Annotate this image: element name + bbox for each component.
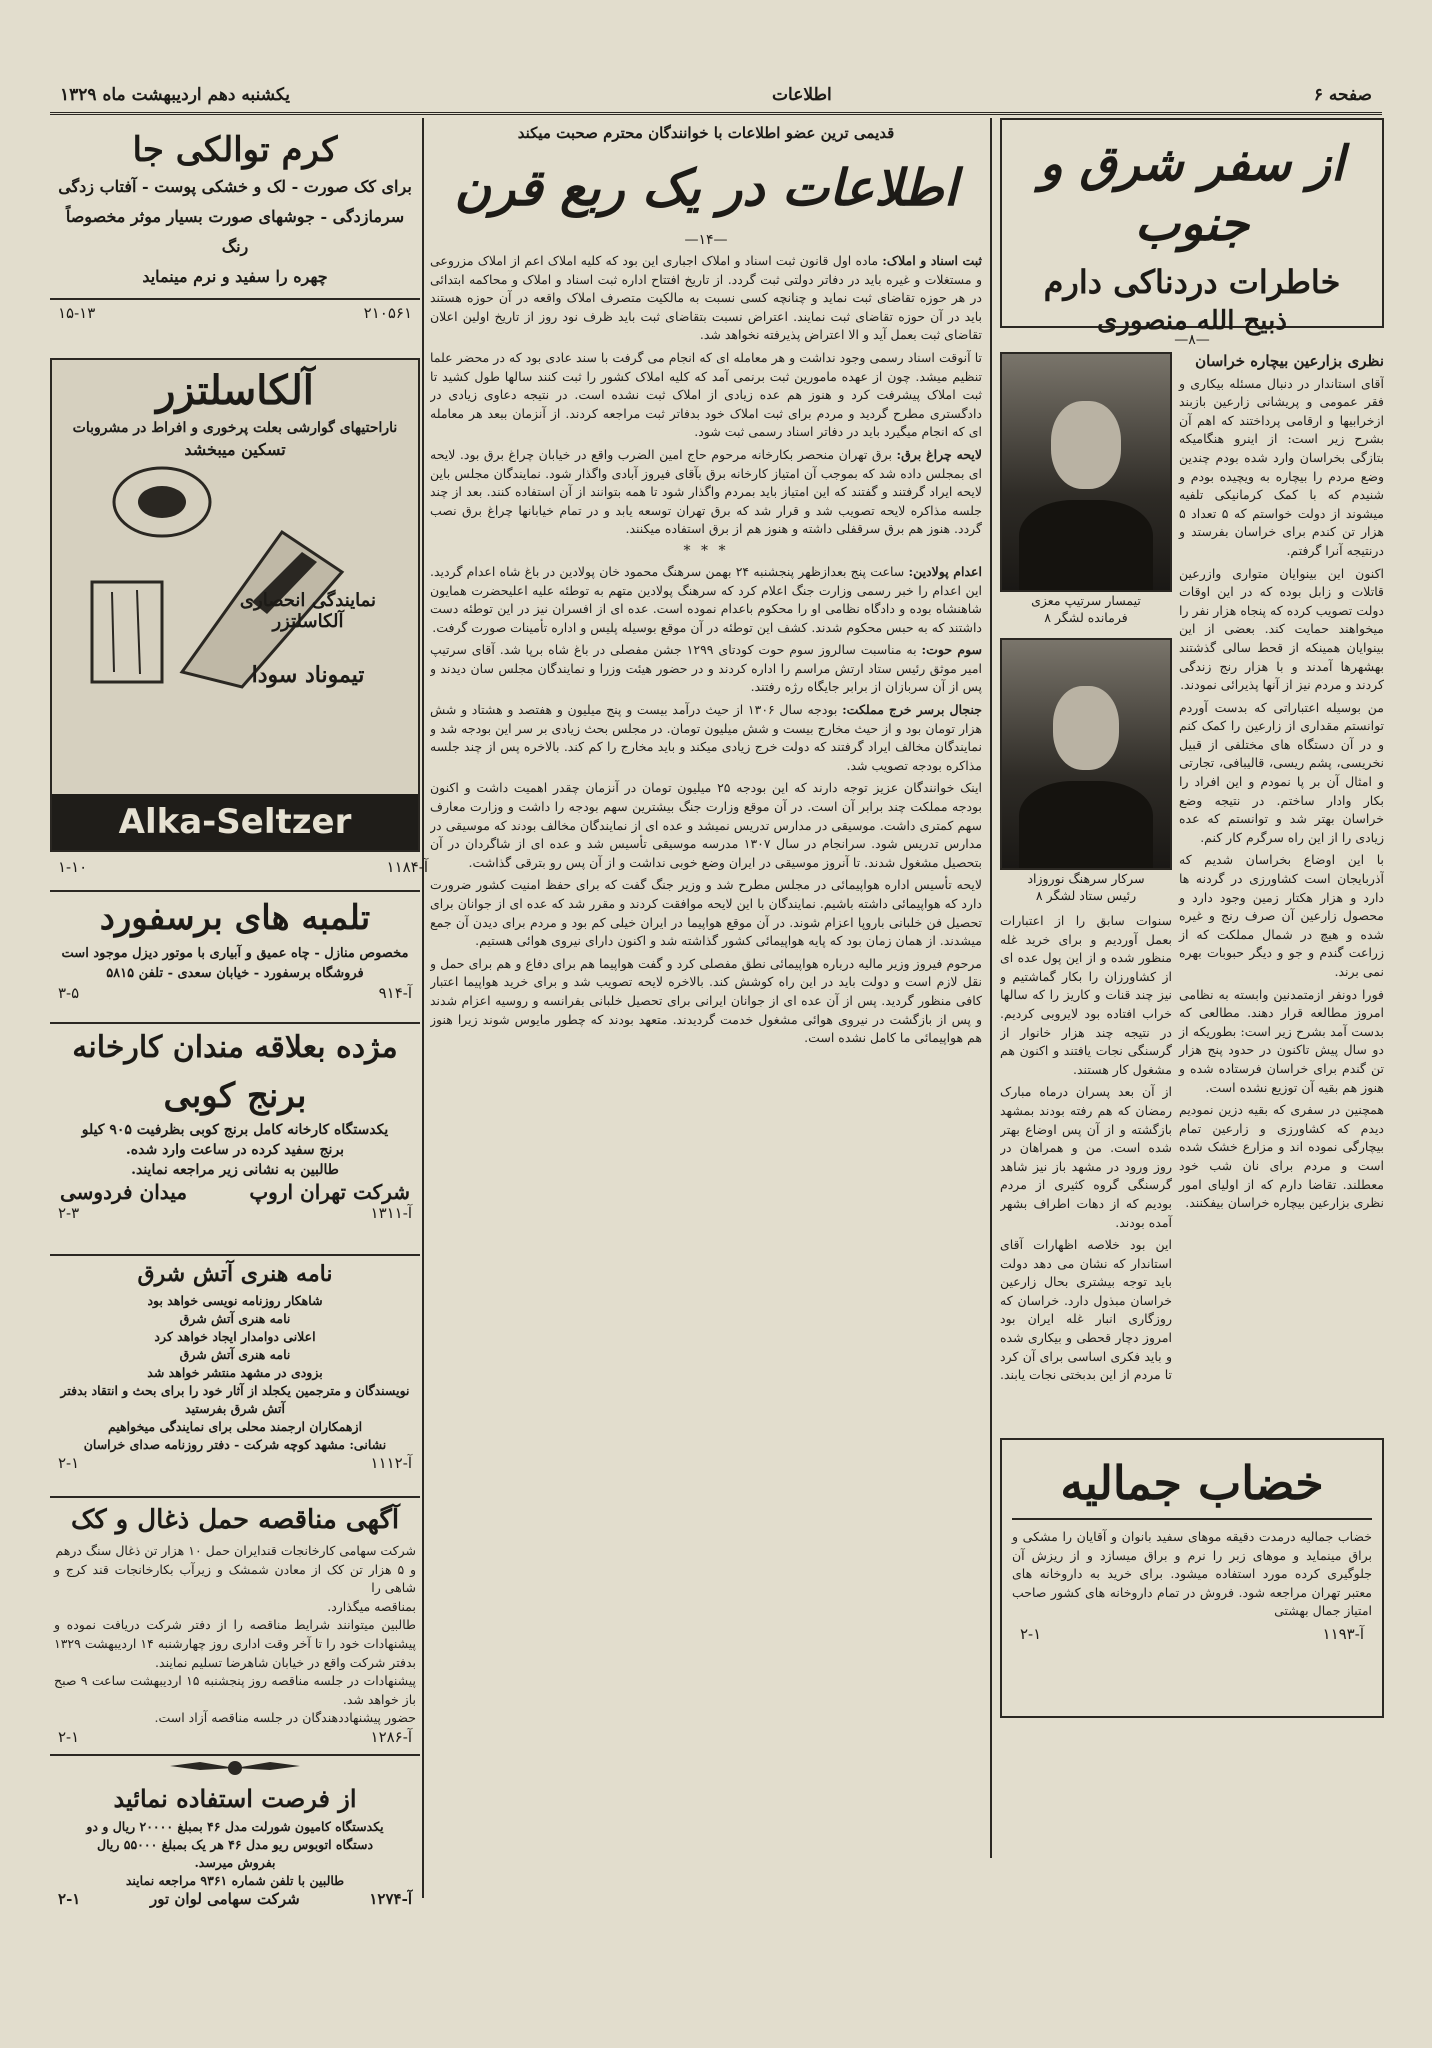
ad-line: طالبین به نشانی زیر مراجعه نمایند.	[131, 1162, 339, 1178]
face-shape	[1051, 401, 1121, 489]
paragraph: سنوات سابق را از اعتبارات بعمل آوردیم و برای خرید غله منظور شده و از این پول عده ای از کشاورزان را بکار گماشتیم و نیز چند قنات و کاریز را که سالها خراب افتاده بود لایروبی کردیم. در نتیجه چند هزار خانوار از گرسنگی نجات یافتند و اکنون هم مشغول کار هستند.	[1000, 913, 1172, 1077]
photo-caption: تیمسار سرتیپ معزی	[1031, 593, 1141, 608]
issue-date: یکشنبه دهم اردیبهشت ماه ۱۳۲۹	[60, 85, 290, 105]
ad-line: نامه هنری آتش شرق	[179, 1311, 291, 1326]
article-heading: نظری بزارعین بیچاره خراسان	[1195, 352, 1384, 370]
ad-line: بفروش میرسد.	[194, 1855, 276, 1870]
ad-code: آ-۱۲۸۶ ۲-۱	[58, 1727, 412, 1746]
ad-line: مخصوص منازل - چاه عمیق و آبیاری با موتور دیزل موجود است	[61, 946, 409, 961]
brand-banner: Alka-Seltzer	[52, 794, 418, 850]
ad-line: دستگاه اتوبوس ریو مدل ۴۶ هر یک بمبلغ ۵۵۰۰۰ ریال	[96, 1837, 374, 1852]
column-subtitle: خاطرات دردناکی دارم	[1043, 263, 1341, 301]
ad-title: خضاب جمالیه	[1012, 1448, 1372, 1520]
alka-seltzer-ad	[50, 358, 420, 852]
tender-ad	[50, 1496, 420, 1748]
coat-shape	[1019, 500, 1153, 590]
coat-shape	[1019, 781, 1153, 868]
subheading: ثبت اسناد و املاک:	[882, 253, 982, 268]
paragraph: من بوسیله اعتباراتی که بدست آوردم توانستم مقداری از زارعین را کمک کنم و در آن دستگاه های مختلفی از قبیل نخریسی، پشم ریسی، قالیبافی، تجارتی و امثال آن بر پا نمودم و این افراد را بکار وادار ساختم. در نتیجه وضع خراسان بهتر شد و توانستم که عده زیادی را از این راه سرگرم کار کنم.	[1179, 699, 1384, 845]
column-title: از سفر شرق و جنوب	[1039, 136, 1345, 252]
ad-line: ناراحتیهای گوارشی بعلت پرخوری و افراط در مشروبات	[72, 420, 398, 436]
cream-ad	[50, 128, 420, 342]
ad-line: طالبین با تلفن شماره ۹۳۶۱ مراجعه نمایند	[125, 1873, 345, 1888]
ad-footer	[50, 1890, 420, 1908]
ad-title: کرم توالکی جا	[132, 130, 338, 170]
paragraph: تا آنوقت اسناد رسمی وجود نداشت و هر معامله ای که انجام می گرفت با سند عادی بود که در محضر علما تنظیم میشد. چون از عهده مامورین ثبت برنمی آمد که کلیه املاک کشور را ثبت کنند سالها طول کشید تا ثبت املاک پیشرفت کرد و هنوز هم عده زیادی از املاک ثبت نشده است. در نتیجه دعاوی زیادی در دادگستری مطرح گردید و مردم برای ثبت املاک خود بدفاتر ثبت مراجعه کردند. از آنزمان ببعد هر معامله ای که انجام میگیرد باید در دفاتر اسناد رسمی ثبت شود.	[430, 349, 982, 440]
section-number: —۸—	[1174, 332, 1210, 348]
ad-line: برای کک صورت - لک و خشکی پوست - آفتاب زدگی	[58, 177, 412, 196]
ad-title: تلمبه های برسفورد	[99, 898, 371, 938]
article-title: اطلاعات در یک ربع قرن	[454, 158, 958, 217]
ad-title: مژده بعلاقه مندان کارخانه	[72, 1030, 398, 1065]
paragraph: مرحوم فیروز وزیر مالیه درباره هواپیمائی نطق مفصلی کرد و گفت هواپیما هم برای دفاع و هم برای حمل و نقل لازم است و دولت باید در این راه کوشش کند. بالاخره لایحه تصویب شد و برای خرید هواپیما اعتبار کافی منظور گردید. پس از آن عده ای از جوانان ایرانی برای تحصیل خلبانی بفرانسه و روسیه اعزام شدند و پس از بازگشت در نیروی هوائی مشغول خدمت گردیدند. متعهد بودند که چطور مایوس شوند زیرا هنوز هم هواپیمائی ما کامل نشده است.	[430, 955, 982, 1046]
ad-line: ازهمکاران ارجمند محلی برای نمایندگی میخواهیم	[107, 1419, 363, 1434]
paragraph: لایحه تأسیس اداره هواپیمائی در مجلس مطرح شد و وزیر جنگ گفت که برای حفظ امنیت کشور ضرورت دارد که هواپیمائی داشته باشیم. نمایندگان با این لایحه موافقت کردند و مقرر شد که عده ای از جوانان برای تحصیل فن خلبانی باروپا اعزام شوند. در آن موقع هواپیما در ایران خیلی کم بود و مردم برای دیدن آن جمع میشدند. از همان زمان بود که پایه هواپیمائی کشور گذاشته شد و اکنون دارای نیروی هوائی هستیم.	[430, 877, 982, 949]
column-title-box	[1000, 118, 1384, 336]
ad-line: تسکین میبخشد	[184, 440, 286, 459]
page-number: صفحه ۶	[1313, 85, 1372, 105]
ad-line: یکدستگاه کارخانه کامل برنج کوبی بظرفیت ۹۰۵ کیلو	[81, 1122, 389, 1138]
paragraph: اینک خوانندگان عزیز توجه دارند که این بودجه ۲۵ میلیون تومان در آنزمان چقدر اهمیت داشت و اکنون بودجه مملکت چند برابر آن است. در آن موقع وزارت جنگ بیشترین سهم بودجه را داشت و وزارت معارف سهم کمتری داشت. موسیقی در مدارس تدریس نمیشد و عده ای از نمایندگان مخالف بودند که موسیقی در مدارس تدریس شود. سرانجام در سال ۱۳۰۷ مدرسه موسیقی تأسیس شد و عده ای از شاگردان در آن بتحصیل مشغول شدند. تا آنروز موسیقی در ایران وضع خوبی نداشت و از آن پس رو بترقی گذاشت.	[430, 780, 982, 870]
paragraph: ساعت پنج بعدازظهر پنجشنبه ۲۴ بهمن سرهنگ محمود خان پولادین در باغ شاه اعدام گردید. این اعدام را خبر رسمی وزارت جنگ اعلام کرد که سرهنگ پولادین متهم به توطئه علیه اعلیحضرت همایون شاهنشاه بوده و دادگاه نظامی او را محکوم باعدام نموده است. عده ای از افسران نیز در این توطئه دست داشتند که به حبس محکوم شدند. کشف این توطئه در آن موقع بوسیله پلیس و اداره تأمینات صورت گرفت.	[430, 563, 982, 635]
ad-line: یکدستگاه کامیون شورلت مدل ۴۶ بمبلغ ۲۰۰۰۰ ریال و دو	[86, 1819, 384, 1834]
paragraph: به مناسبت سالروز سوم حوت کودتای ۱۲۹۹ جشن مفصلی در باغ شاه برپا شد. آقای سرتیپ امیر موثق رئیس ستاد ارتش مراسم را اداره کردند و در حضور هیئت وزرا و نمایندگان مجلس سان دیدند و پس از آن سربازان از برابر جایگاه رژه رفتند.	[430, 642, 982, 695]
subheading: لایحه چراغ برق:	[896, 446, 982, 462]
ad-line: اعلانی دوامدار ایجاد خواهد کرد	[154, 1329, 316, 1344]
ad-line: پیشنهادات در جلسه مناقصه روز پنجشنبه ۱۵ اردیبهشت ساعت ۹ صبح باز خواهد شد.	[54, 1673, 416, 1707]
ad-title: نامه هنری آتش شرق	[137, 1261, 333, 1287]
ad-title: از فرصت استفاده نمائید	[113, 1784, 357, 1813]
photo-caption: سرکار سرهنگ نوروزاد	[1027, 871, 1145, 886]
atash-shargh-ad	[50, 1254, 420, 1490]
ad-code: ۲۱۰۵۶۱ ۱۵-۱۳	[50, 298, 420, 322]
paragraph: از آن بعد پسران درماه مبارک رمضان که هم رفته بودند بمشهد بازگشته و از آن پس اوضاع بهتر شده است. من و همراهان در روز ورود در مشهد باز نیز شاهد گرسنگی گروه کثیری از مردم بودیم که از دهات اطراف بشهر آمده بودند.	[1000, 1084, 1172, 1230]
ad-line: چهره را سفید و نرم مینماید	[142, 267, 328, 286]
ad-title: آلکاسلتزر	[156, 367, 314, 414]
ad-line: نامه هنری آتش شرق	[179, 1347, 291, 1362]
ad-code: آ-۱۲۷۴	[369, 1890, 412, 1908]
paragraph: آقای استاندار در دنبال مسئله بیکاری و فقر عمومی و پریشانی زارعین بازبند ازخرابیها و ارقامی پرداختند که اهم آن بشرح زیر است: از اینرو هنگامیکه بتازگی بخراسان وارد شده بودم چندین وضع مردم را بیچاره به ویچیده بودم و شنیدم که با کمک کرمانیکی تلفیه میشوند از دولت خواستم که ۵ تعداد ۵ هزار تن کندم برای خراسان بفرستد و درنتیجه آنرا گرفتم.	[1179, 375, 1384, 558]
column-rule	[422, 118, 424, 1898]
ad-code: آ-۱۳۱۱ ۲-۳	[58, 1204, 412, 1222]
subheading: سوم حوت:	[921, 642, 982, 658]
column-author: ذبیح الله منصوری	[1097, 306, 1287, 336]
ad-line: حضور پیشنهاددهندگان در جلسه مناقصه آزاد است.	[154, 1710, 416, 1726]
ad-line: برنج سفید کرده در ساعت وارد شده.	[125, 1142, 345, 1158]
middle-column	[430, 118, 982, 1888]
ad-subtitle: برنج کوبی	[163, 1076, 307, 1116]
ad-line: بمناقصه میگذارد.	[327, 1598, 416, 1614]
portrait-photo	[1000, 352, 1172, 592]
bubbles-line	[137, 590, 140, 674]
paragraph: با این اوضاع بخراسان شدیم که آذربایجان است کشاورزی در گردنه ها دارد و هزار هکتار زمین وجود دارد و محصول زارعین آن صرف رنج و غیره شده و هیچ در شمال مملکت که از زراعت گندم و جو و دیگر حبوبات بهره نمی برند.	[1179, 852, 1384, 979]
ad-code: ۲-۱	[58, 1890, 81, 1908]
photo-column	[1000, 352, 1172, 1389]
section-number: —۱۴—	[684, 232, 728, 248]
ad-line: تیموناد سودا	[251, 662, 365, 688]
ad-code: آ-۱۱۹۳ ۲-۱	[1020, 1624, 1364, 1643]
subheading: جنجال برسر خرج مملکت:	[842, 702, 982, 718]
ad-code: آ-۹۱۴ ۳-۵	[58, 984, 412, 1002]
right-column	[1000, 118, 1384, 1878]
paragraph: اکنون این بینوایان متواری وازرعین قاتلات و زابل بوده که در این اوقات دولت تصویب کرده که پنجاه هزار نفر را میخواهند حمایت کند. بعضی از این بینوایان همینکه از قحط سالی گذشتند بهشهرها آمدند و با هزار رنج زندگی کردند و مردم نیز از آنها پذیرائی نمودند.	[1179, 565, 1384, 693]
winged-emblem-icon	[50, 1756, 420, 1780]
ad-code: آ-۱۱۱۲ ۲-۱	[58, 1454, 412, 1472]
ad-title: آگهی مناقصه حمل ذغال و کک	[70, 1505, 400, 1535]
ad-code: آ-۱۱۸۴ ۱-۱۰	[58, 858, 428, 876]
paragraph: این بود خلاصه اظهارات آقای استاندار که نشان می دهد دولت باید توجه بیشتری بحال زارعین خراسان مبذول دارد. خراسان که روزگاری انبار غله ایران بود امروز دچار قحطی و بیکاری شده و باید فکری اساسی برای آن کرد تا مردم از این بدبختی نجات یابند.	[1000, 1237, 1172, 1383]
paragraph: فورا دونفر ازمتمدنین وابسته به نظامی امروز مطالعه قرار دهند. مطالعی که بدست آمد بشرح زیر است: بطوریکه از دو سال پیش تاکنون در حدود پنج هزار تن گندم برای خراسان فرستاده شده و هنوز هم بقیه آن توزیع نشده است.	[1179, 986, 1384, 1095]
ad-contact: شرکت تهران اروپ میدان فردوسی	[60, 1180, 410, 1204]
face-shape	[1053, 686, 1119, 770]
column-rule	[990, 118, 992, 1858]
beresford-pumps-ad	[50, 890, 420, 1018]
ad-line: شاهکار روزنامه نویسی خواهد بود	[147, 1293, 323, 1308]
ad-line: فروشگاه برسفورد - خیابان سعدی - تلفن ۵۸۱۵	[106, 966, 364, 981]
ad-side-text	[208, 590, 408, 688]
ad-company: شرکت سهامی لوان تور	[150, 1890, 300, 1908]
glass-bubble	[138, 486, 186, 518]
photo-caption: رئیس ستاد لشگر ۸	[1035, 888, 1137, 903]
paragraph: بودجه سال ۱۳۰۶ از حیث درآمد بیست و پنج میلیون و هفتصد و هشتاد و شش هزار تومان بود و از حیث مخارج بیست و شش میلیون تومان. در مجلس بحث زیادی بر سر این بودجه شد و نمایندگان مخالف ایراد گرفتند که دولت خرج زیادی میکند و باید مخارج را کم کند. بالاخره پس از چند جلسه مذاکره بودجه تصویب شد.	[430, 702, 982, 773]
ad-line: نشانی: مشهد کوچه شرکت - دفتر روزنامه صدای خراسان	[83, 1437, 387, 1452]
intro-line: قدیمی ترین عضو اطلاعات با خوانندگان محترم صحبت میکند	[517, 124, 895, 142]
ad-line: سرمازدگی - جوشهای صورت بسیار موثر مخصوصاً رنگ	[65, 207, 405, 256]
ad-line: نویسندگان و مترجمین یکجلد از آثار خود را برای بحث و انتقاد بدفتر آتش شرق بفرستید	[60, 1383, 410, 1416]
portrait-photo	[1000, 638, 1172, 870]
vehicle-sale-ad	[50, 1754, 420, 1926]
masthead: اطلاعات	[772, 85, 832, 105]
ad-text: خضاب جمالیه درمدت دقیقه موهای سفید بانوان و آقایان را مشکی و براق مینماید و موهای زبر را نرم و براق میسازد و از ریزش آن جلوگیری کرده مورد استفاده میشود. برای خرید به داروخانه های معتبر تهران مراجعه شود. فروش در تمام داروخانه های کشور صاحب امتیاز جمال بهشتی	[1012, 1529, 1372, 1619]
photo-caption: فرمانده لشگر ۸	[1044, 610, 1128, 625]
paragraph: برق تهران منحصر بکارخانه مرحوم حاج امین الضرب واقع در خیابان چراغ برق بود. لایحه ای بمجلس داده شد که بموجب آن امتیاز کارخانه برق بآقای فیروز آبادی واگذار شود. نمایندگان مجلس باین لایحه ایراد گرفتند و گفتند که این امتیاز باید بمردم واگذار شود تا همه بتوانند از آن استفاده کنند. بعد از چند جلسه مذاکره لایحه تصویب شد و قرار شد که برق تهران توسعه یابد و در تمام خیابانها چراغ برق نصب گردد. هنوز هم برق سرقفلی داشته و هنوز هم از برق استفاده میکنند.	[430, 446, 982, 537]
separator: * * *	[683, 542, 729, 559]
ad-line: شرکت سهامی کارخانجات قندایران حمل ۱۰ هزار تن ذغال سنگ درهم	[55, 1543, 416, 1558]
article-text-right	[1179, 352, 1384, 1217]
page-header	[50, 78, 1382, 115]
subheading: اعدام پولادین:	[908, 563, 982, 579]
glass	[92, 582, 162, 682]
rice-mill-ad	[50, 1022, 420, 1248]
ad-line: بزودی در مشهد منتشر خواهد شد	[147, 1365, 323, 1380]
khezab-ad	[1000, 1438, 1384, 1718]
paragraph: ماده اول قانون ثبت اسناد و املاک اجباری این بود که کلیه املاک اعم از املاک مزروعی و مستغلات و غیره باید در دفاتر دولتی ثبت گردد. از تاریخ افتتاح اداره ثبت اسناد و املاک و محاکمه ابتدائی در هر حوزه تقاضای ثبت نماید و چنانچه کسی نسبت به مالکیت متصرف املاک واقعه در آن حوزه هستند باید در آن حوزه تقاضای ثبت نمایند. اعتراض نسبت بتقاضای ثبت باید ظرف نود روز از تاریخ اولین اعلان تقاضای ثبت بعمل آید و الا اعتراض پذیرفته نخواهد شد.	[430, 253, 982, 343]
bubbles-line	[112, 592, 114, 672]
paragraph: همچنین در سفری که بقیه دزین نمودیم دیدم که کشاورزی و زارعین تمام بیچارگی نموده اند و مزارع خشک شده است و مردم برای نان شب خود معطلند. تقاضا دارم که از اولیای امور نظری بزارعین بیچاره خراسان بیفکنند.	[1179, 1102, 1384, 1211]
ad-line: طالبین میتوانند شرایط مناقصه را از دفتر شرکت دریافت نموده و پیشنهادات خود را تا آخر وقت اداری روز چهارشنبه ۱۴ اردیبهشت ۱۳۲۹ بدفتر شرکت واقع در خیابان شاهرضا تسلیم نمایند.	[54, 1617, 416, 1670]
ad-line: نمایندگی انحصاری آلکاسلتزر	[239, 590, 377, 632]
ad-line: و ۵ هزار تن کک از معادن شمشک و زیرآب بکارخانجات قند کرج و شاهی را	[54, 1561, 416, 1596]
